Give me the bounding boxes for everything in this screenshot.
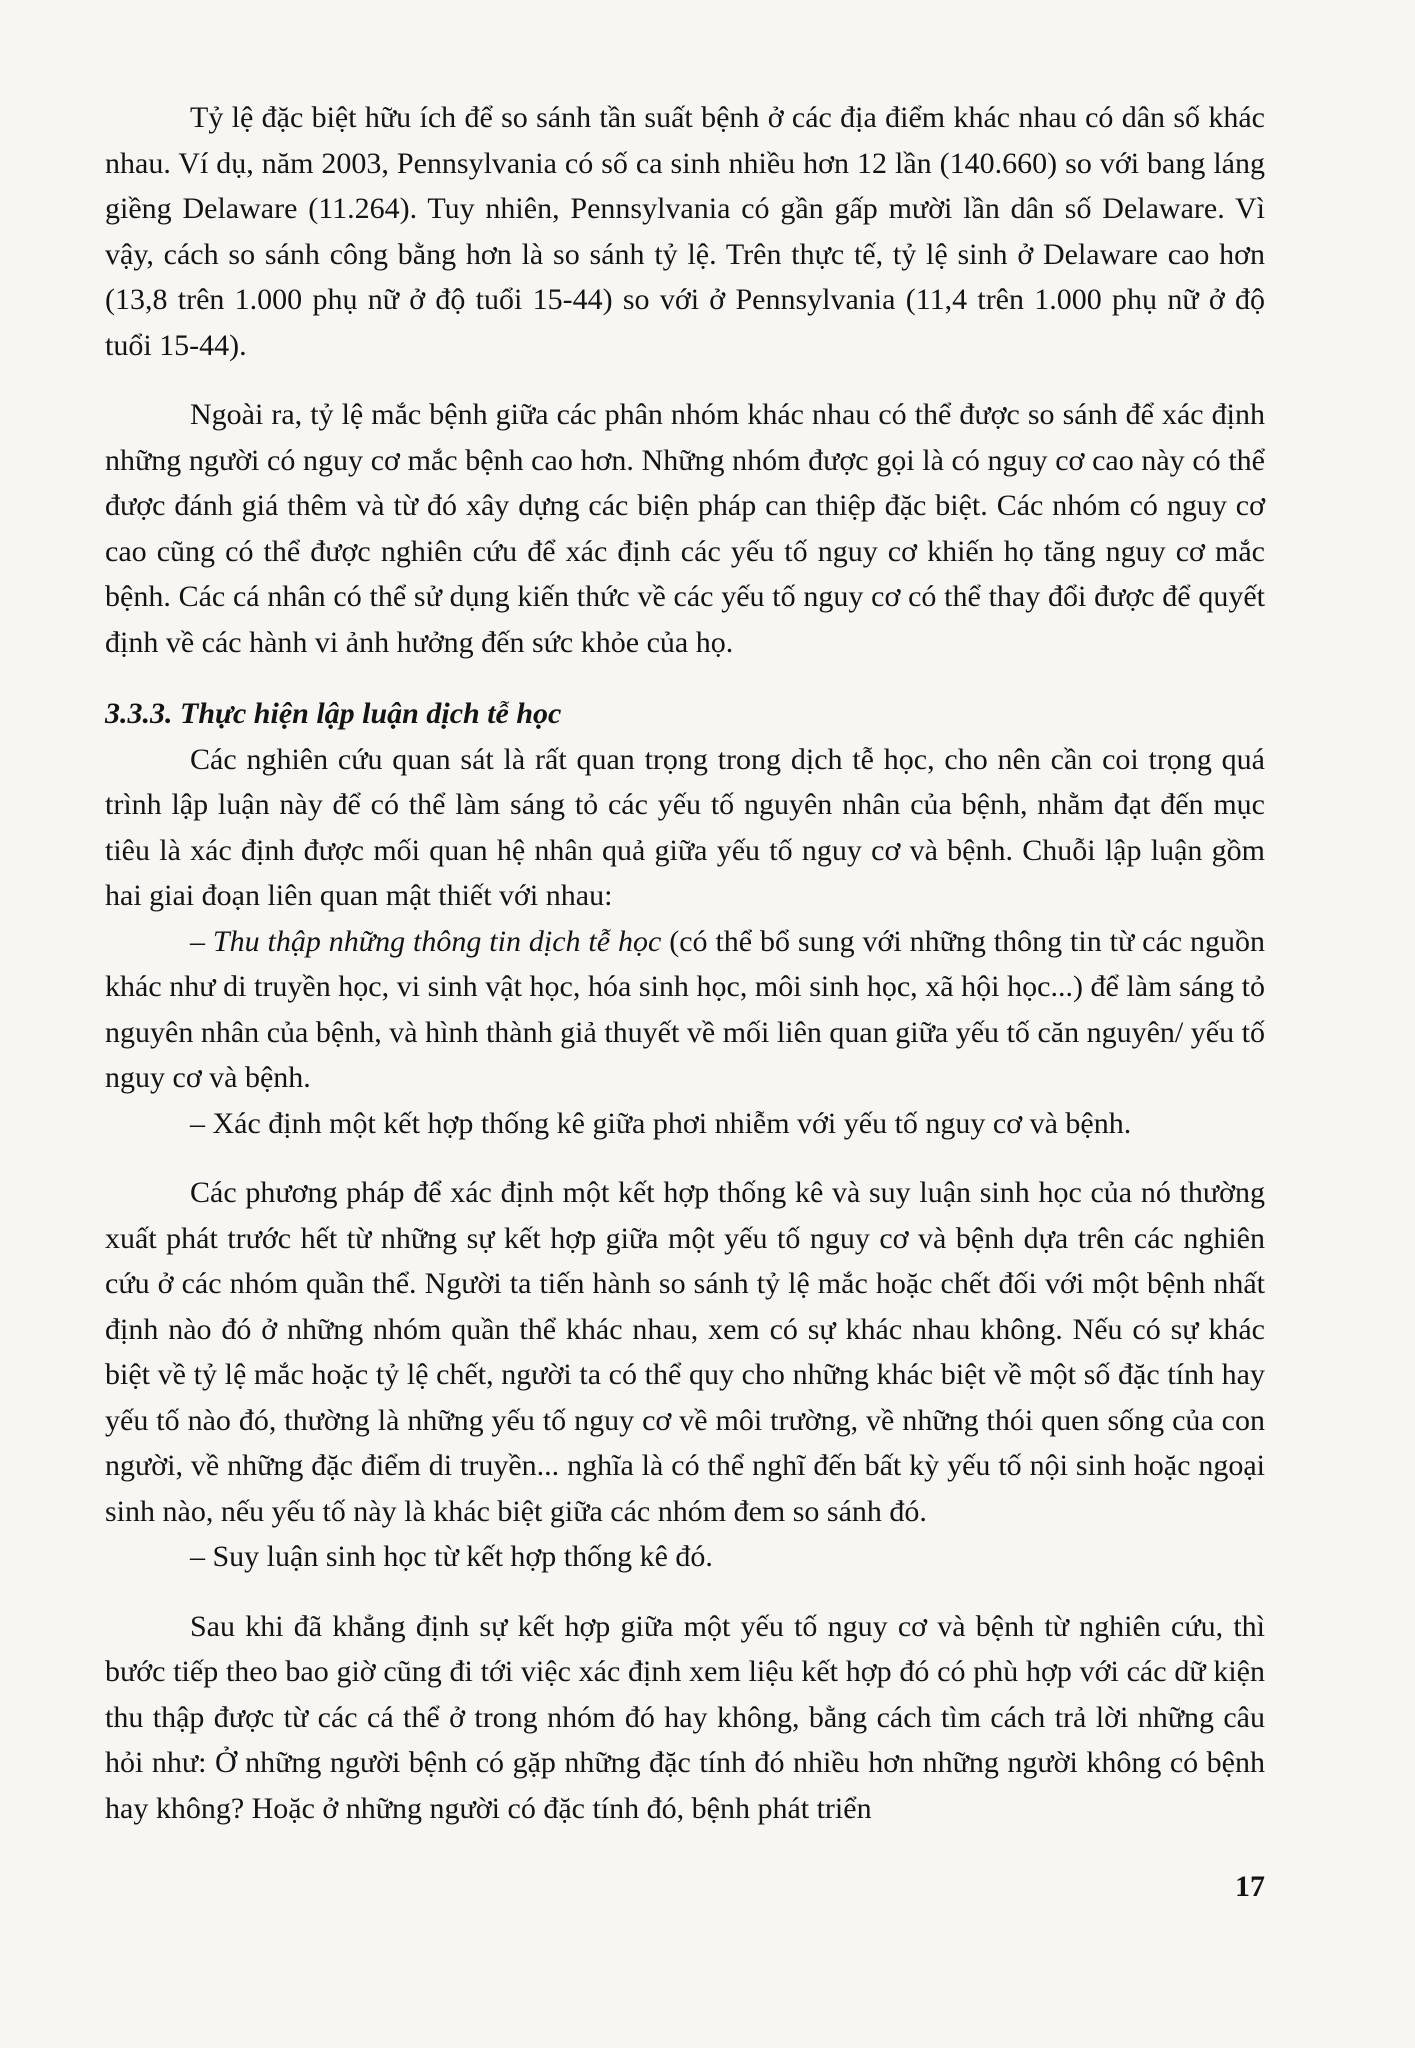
list-item-text: (có thể bổ sung với những thông tin từ các nguồn khác như di truyền học, vi sinh vật học, hóa sinh học, môi sinh học, xã hội học...) để làm sáng tỏ nguyên nhân của bệnh, và hình thành giả thuyết về mối liên quan giữa yếu tố căn nguyên/ yếu tố nguy cơ và bệnh. — [105, 924, 1266, 1094]
page-number: 17 — [1235, 1870, 1265, 1903]
paragraph-methods: Các phương pháp để xác định một kết hợp thống kê và suy luận sinh học của nó thường xuất phát trước hết từ những sự kết hợp giữa một yếu tố nguy cơ và bệnh dựa trên các nghiên cứu ở các nhóm quần thể. Người ta tiến hành so sánh tỷ lệ mắc hoặc chết đối với một bệnh nhất định nào đó ở những nhóm quần thể khác nhau, xem có sự khác nhau không. Nếu có sự khác biệt về tỷ lệ mắc hoặc tỷ lệ chết, người ta có thể quy cho những khác biệt về một số đặc tính hay yếu tố nào đó, thường là những yếu tố nguy cơ về môi trường, về những thói quen sống của con người, về những đặc điểm di truyền... nghĩa là có thể nghĩ đến bất kỳ yếu tố nội sinh hoặc ngoại sinh nào, nếu yếu tố này là khác biệt giữa các nhóm đem so sánh đó. — [105, 1176, 1265, 1528]
dash-marker: – — [190, 924, 213, 958]
list-item-emphasis: Thu thập những thông tin dịch tễ học — [212, 924, 662, 958]
list-item-statistical-association: – Xác định một kết hợp thống kê giữa phơi nhiễm với yếu tố nguy cơ và bệnh. — [190, 1106, 1132, 1140]
paragraph-rate-comparison: Tỷ lệ đặc biệt hữu ích để so sánh tần suất bệnh ở các địa điểm khác nhau có dân số khác nhau. Ví dụ, năm 2003, Pennsylvania có số ca sinh nhiều hơn 12 lần (140.660) so với bang láng giềng Delaware (11.264). Tuy nhiên, Pennsylvania có gần gấp mười lần dân số Delaware. Vì vậy, cách so sánh công bằng hơn là so sánh tỷ lệ. Trên thực tế, tỷ lệ sinh ở Delaware cao hơn (13,8 trên 1.000 phụ nữ ở độ tuổi 15-44) so với ở Pennsylvania (11,4 trên 1.000 phụ nữ ở độ tuổi 15-44). — [105, 101, 1265, 362]
paragraph-subgroup-comparison: Ngoài ra, tỷ lệ mắc bệnh giữa các phân nhóm khác nhau có thể được so sánh để xác định những người có nguy cơ mắc bệnh cao hơn. Những nhóm được gọi là có nguy cơ cao này có thể được đánh giá thêm và từ đó xây dựng các biện pháp can thiệp đặc biệt. Các nhóm có nguy cơ cao cũng có thể được nghiên cứu để xác định các yếu tố nguy cơ khiến họ tăng nguy cơ mắc bệnh. Các cá nhân có thể sử dụng kiến thức về các yếu tố nguy cơ có thể thay đổi được để quyết định về các hành vi ảnh hưởng đến sức khỏe của họ. — [105, 398, 1265, 659]
list-item-biological-inference: – Suy luận sinh học từ kết hợp thống kê đó. — [190, 1540, 713, 1573]
paragraph-observational-studies: Các nghiên cứu quan sát là rất quan trọng trong dịch tễ học, cho nên cần coi trọng quá trình lập luận này để có thể làm sáng tỏ các yếu tố nguyên nhân của bệnh, nhằm đạt đến mục tiêu là xác định được mối quan hệ nhân quả giữa yếu tố nguy cơ và bệnh. Chuỗi lập luận gồm hai giai đoạn liên quan mật thiết với nhau: — [105, 742, 1265, 912]
page-body — [105, 95, 1265, 1831]
section-heading: 3.3.3. Thực hiện lập luận dịch tễ học — [105, 697, 562, 730]
list-item-collect-info — [105, 919, 1265, 1101]
paragraph-next-step: Sau khi đã khẳng định sự kết hợp giữa một yếu tố nguy cơ và bệnh từ nghiên cứu, thì bước tiếp theo bao giờ cũng đi tới việc xác định xem liệu kết hợp đó có phù hợp với các dữ kiện thu thập được từ các cá thể ở trong nhóm đó hay không, bằng cách tìm cách trả lời những câu hỏi như: Ở những người bệnh có gặp những đặc tính đó nhiều hơn những người không có bệnh hay không? Hoặc ở những người có đặc tính đó, bệnh phát triển — [105, 1609, 1265, 1825]
